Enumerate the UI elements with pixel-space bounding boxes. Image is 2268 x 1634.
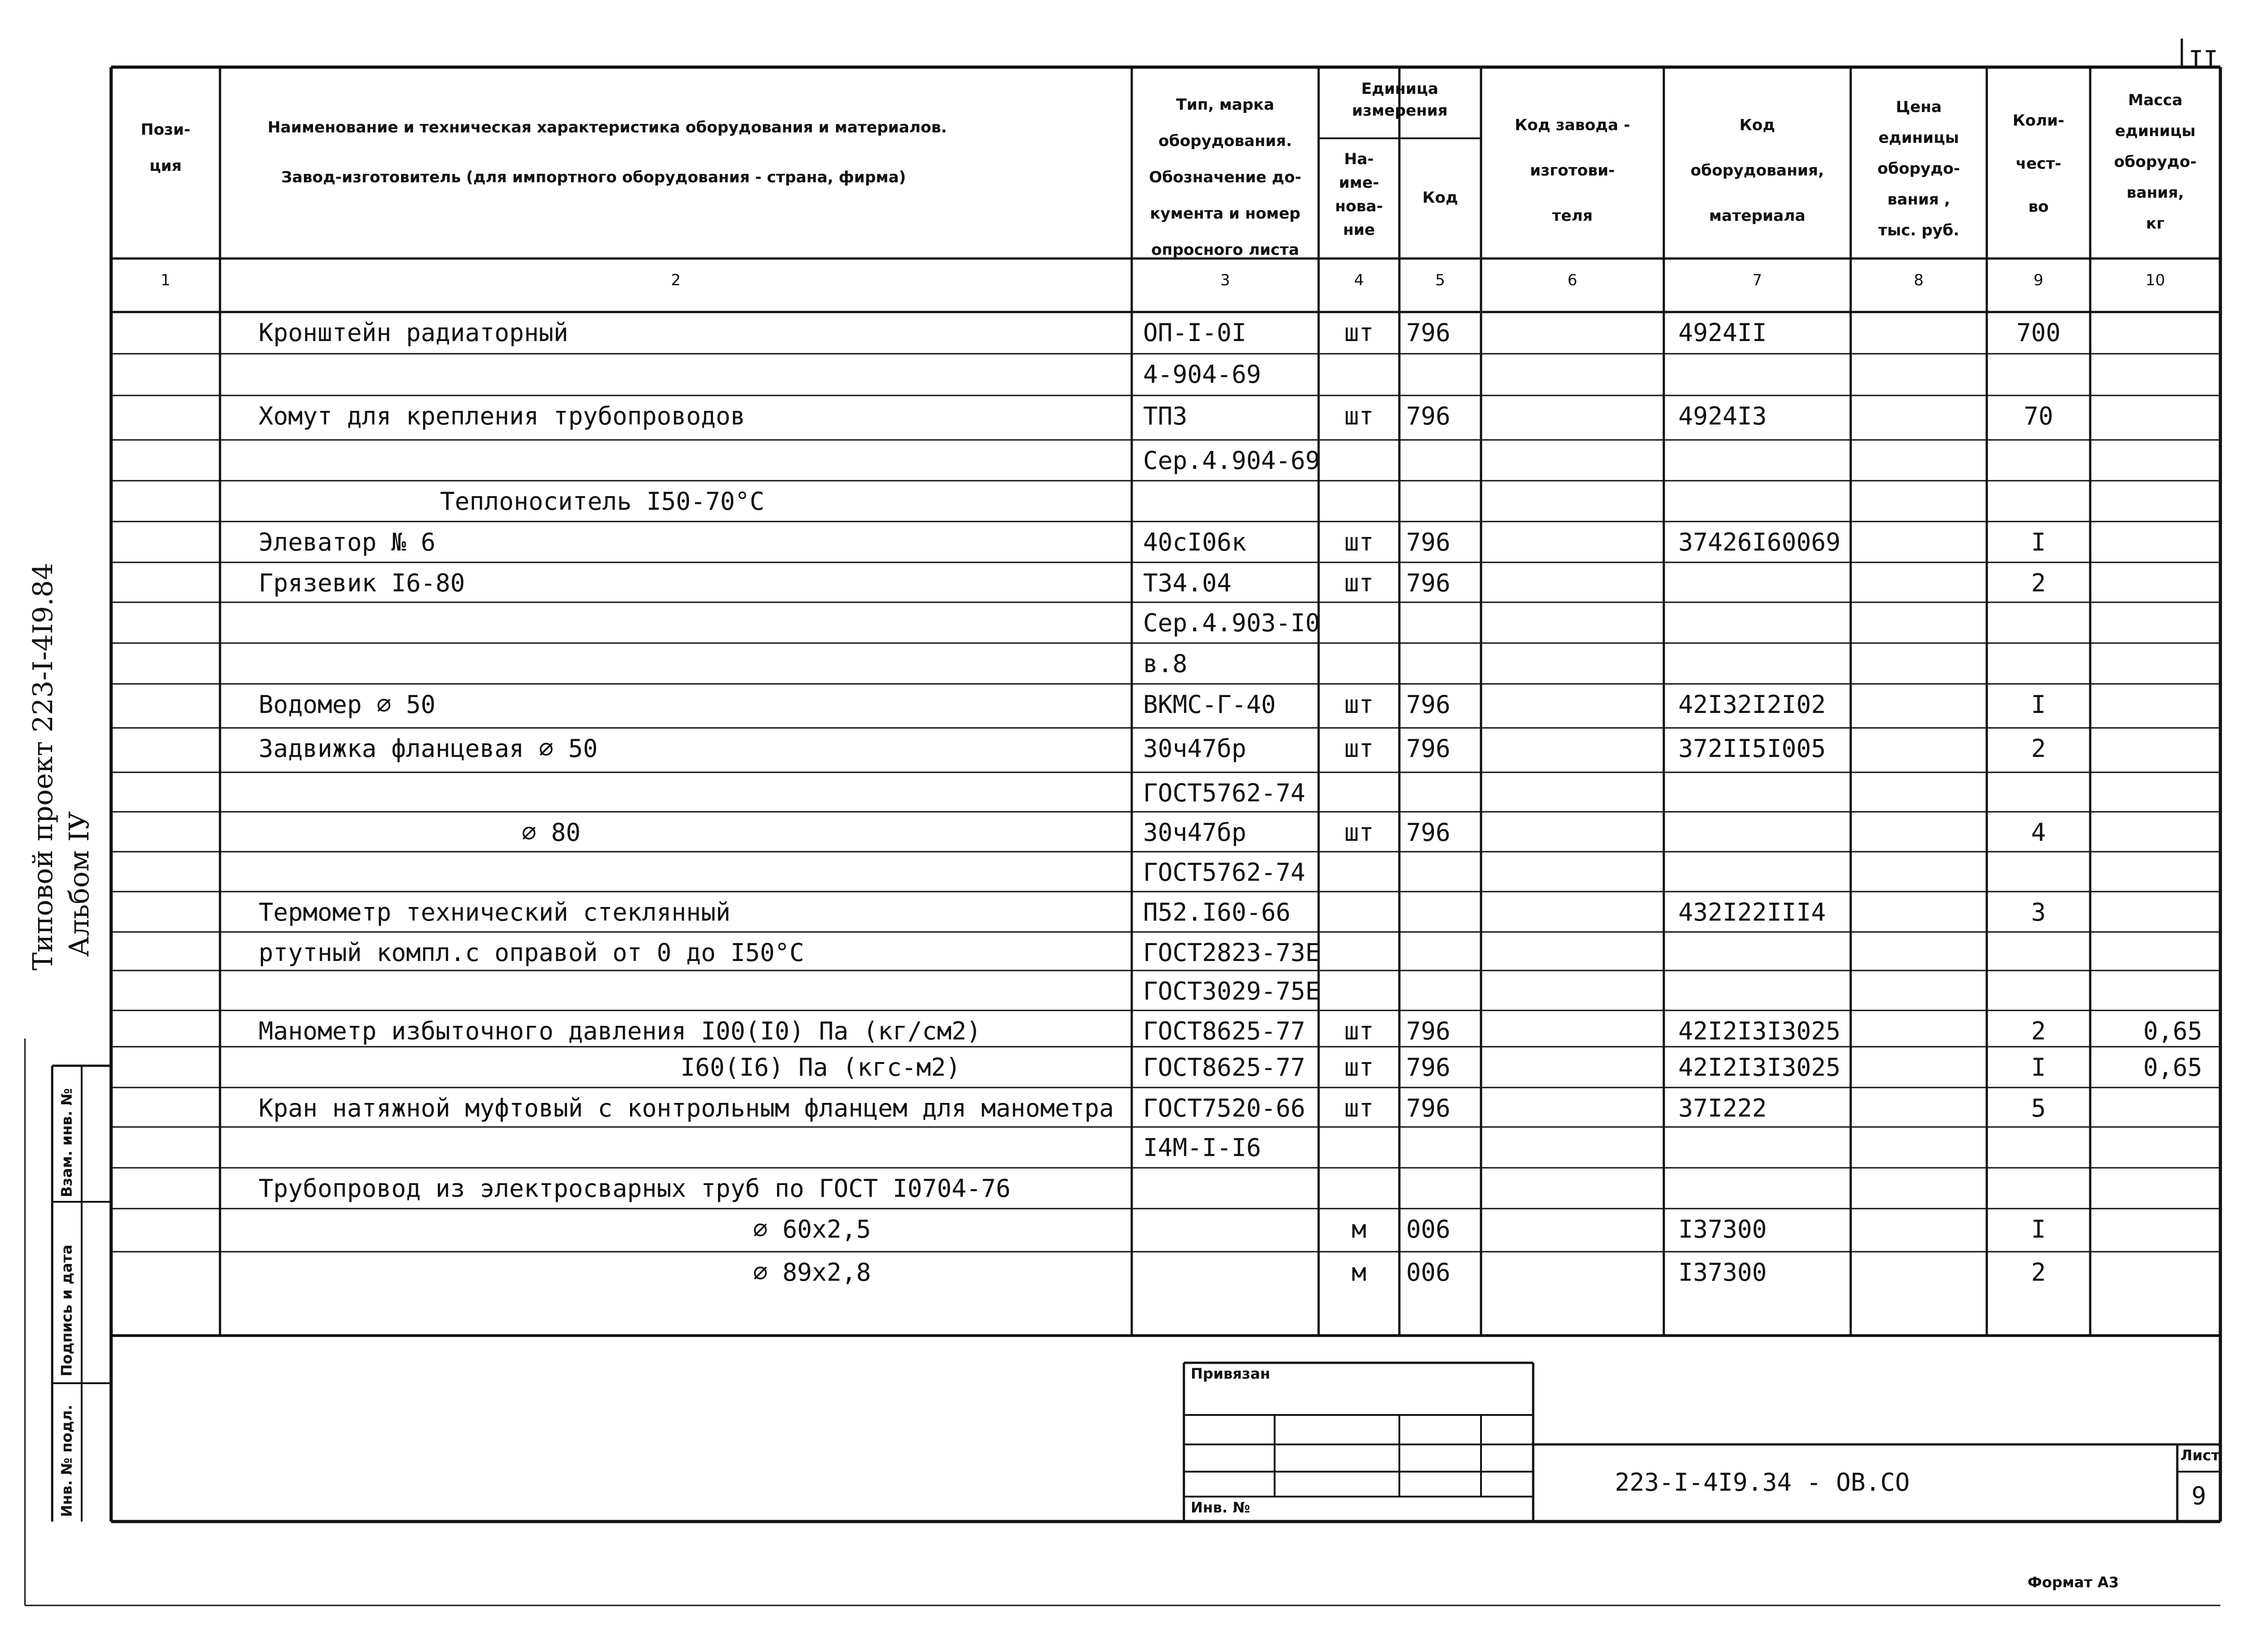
header-quantity: Коли- [2013, 112, 2064, 130]
header-mass: кг [2146, 215, 2165, 233]
item-unit: шт [1344, 690, 1374, 719]
item-quantity: 2 [2031, 569, 2046, 597]
item-material-code: 42I32I2I02 [1678, 690, 1826, 719]
item-material-code: 4924I3 [1678, 402, 1767, 430]
item-type: 30ч47бр [1143, 734, 1246, 763]
item-name: ртутный компл.с оправой от 0 до I50°С [259, 938, 804, 967]
item-unit-code: 796 [1406, 1017, 1451, 1045]
item-quantity: 2 [2031, 1258, 2046, 1287]
item-type: ОП-I-0I [1143, 318, 1246, 347]
item-type: ГОСТ2823-73Е [1143, 938, 1320, 967]
header-price: единицы [1878, 129, 1959, 147]
item-unit: шт [1344, 1094, 1374, 1122]
column-number: 8 [1914, 271, 1924, 289]
item-type: I4М-I-I6 [1143, 1133, 1261, 1162]
item-name: Грязевик I6-80 [259, 569, 465, 597]
item-name: Кран натяжной муфтовый с контрольным фланцем для манометра [259, 1094, 1114, 1122]
item-name: Хомут для крепления трубопроводов [259, 402, 745, 430]
item-quantity: 2 [2031, 1017, 2046, 1045]
column-number: 6 [1567, 271, 1578, 289]
item-quantity: 70 [2024, 402, 2053, 430]
item-name: Трубопровод из электросварных труб по ГОСТ I0704-76 [259, 1174, 1011, 1203]
item-unit-code: 006 [1406, 1215, 1451, 1244]
item-quantity: 3 [2031, 898, 2046, 927]
item-unit: шт [1344, 569, 1374, 597]
item-type: ГОСТ3029-75Е [1143, 977, 1320, 1005]
item-type: ГОСТ8625-77 [1143, 1053, 1305, 1082]
header-position: Пози- [141, 121, 191, 139]
item-material-code: 42I2I3I3025 [1678, 1053, 1841, 1082]
header-mass: оборудо- [2114, 153, 2197, 171]
sheet-label: Лист [2180, 1447, 2220, 1464]
header-price: тыс. руб. [1878, 221, 1960, 239]
item-unit-code: 796 [1406, 569, 1451, 597]
header-mass: вания, [2126, 184, 2184, 202]
column-number: 3 [1220, 271, 1230, 289]
header-factory-code: изготови- [1530, 161, 1615, 180]
inventory-label: Инв. № [1191, 1499, 1250, 1516]
item-material-code: I37300 [1678, 1258, 1767, 1287]
item-type: П52.I60-66 [1143, 898, 1291, 927]
item-type: Сер.4.904-69 [1143, 446, 1320, 475]
item-name: Водомер ∅ 50 [259, 690, 436, 719]
header-price: оборудо- [1877, 160, 1960, 178]
item-name: Элеватор № 6 [259, 528, 436, 556]
project-title: Типовой проект 223-I-4I9.84 [27, 562, 59, 971]
item-mass: 0,65 [2143, 1053, 2202, 1082]
item-quantity: I [2031, 528, 2046, 556]
item-unit: м [1351, 1215, 1367, 1244]
column-number: 4 [1354, 271, 1364, 289]
item-type: ГОСТ5762-74 [1143, 858, 1305, 887]
header-type: Обозначение до- [1149, 168, 1301, 186]
header-type: кумента и номер [1150, 205, 1300, 223]
album-title: Альбом IУ [64, 811, 95, 957]
column-number: 10 [2145, 271, 2165, 289]
document-code: 223-I-4I9.34 - ОВ.СО [1615, 1468, 1910, 1497]
item-unit: шт [1344, 528, 1374, 556]
item-unit: шт [1344, 1053, 1374, 1082]
header-price: Цена [1896, 98, 1942, 116]
stamp-label-original-inventory: Инв. № подл. [58, 1405, 75, 1517]
item-unit: шт [1344, 734, 1374, 763]
column-number: 9 [2033, 271, 2043, 289]
header-unit-name: име- [1339, 174, 1379, 192]
item-type: ГОСТ8625-77 [1143, 1017, 1305, 1045]
stamp-label-replaced-inventory: Взам. инв. № [58, 1088, 75, 1197]
item-unit-code: 796 [1406, 690, 1451, 719]
item-unit: м [1351, 1258, 1367, 1287]
item-unit: шт [1344, 818, 1374, 847]
item-material-code: I37300 [1678, 1215, 1767, 1244]
item-unit-code: 796 [1406, 818, 1451, 847]
item-type: 40сI06к [1143, 528, 1246, 556]
column-number: 5 [1435, 271, 1445, 289]
header-unit: измерения [1352, 102, 1448, 120]
item-material-code: 4924II [1678, 318, 1767, 347]
item-name: I60(I6) Па (кгс-м2) [680, 1053, 961, 1082]
item-material-code: 37426I60069 [1678, 528, 1841, 556]
item-material-code: 42I2I3I3025 [1678, 1017, 1841, 1045]
header-quantity: во [2028, 198, 2049, 216]
sheet-number: 9 [2191, 1482, 2206, 1510]
header-mass: Масса [2128, 91, 2183, 109]
corner-sheet-number: II [2189, 45, 2219, 74]
item-name: Задвижка фланцевая ∅ 50 [259, 734, 598, 763]
item-material-code: 37I222 [1678, 1094, 1767, 1122]
item-type: Т34.04 [1143, 569, 1232, 597]
header-unit-name: ние [1343, 221, 1375, 239]
item-unit-code: 796 [1406, 318, 1451, 347]
item-unit-code: 796 [1406, 528, 1451, 556]
item-unit: шт [1344, 402, 1374, 430]
header-unit-name: На- [1344, 150, 1374, 168]
item-mass: 0,65 [2143, 1017, 2202, 1045]
header-price: вания , [1887, 190, 1950, 209]
item-unit-code: 796 [1406, 734, 1451, 763]
column-number: 7 [1752, 271, 1762, 289]
header-name-line: Завод-изготовитель (для импортного оборудования - страна, фирма) [281, 168, 906, 186]
column-number: 2 [671, 271, 681, 289]
item-type: в.8 [1143, 649, 1188, 678]
header-material-code: материала [1709, 207, 1806, 225]
item-name: Кронштейн радиаторный [259, 318, 568, 347]
item-unit-code: 796 [1406, 1094, 1451, 1122]
header-unit-name: нова- [1335, 197, 1383, 215]
item-type: Сер.4.903-I0 [1143, 609, 1320, 637]
item-type: ГОСТ5762-74 [1143, 779, 1305, 807]
header-type: оборудования. [1158, 132, 1292, 150]
item-type: ТПЗ [1143, 402, 1188, 430]
format-label: Формат А3 [2028, 1574, 2119, 1591]
header-unit-code: Код [1422, 189, 1458, 207]
item-quantity: I [2031, 690, 2046, 719]
item-name: ∅ 80 [522, 818, 581, 847]
item-type: ВКМС-Г-40 [1143, 690, 1276, 719]
item-type: 4-904-69 [1143, 360, 1261, 389]
item-name: Термометр технический стеклянный [259, 898, 731, 927]
header-type: опросного листа [1151, 241, 1300, 259]
header-type: Тип, марка [1176, 96, 1275, 114]
header-factory-code: теля [1552, 207, 1593, 225]
item-unit-code: 796 [1406, 1053, 1451, 1082]
header-quantity: чест- [2015, 155, 2062, 173]
item-name: ∅ 89х2,8 [753, 1258, 871, 1287]
header-position: ция [149, 157, 182, 175]
item-material-code: 372II5I005 [1678, 734, 1826, 763]
item-quantity: I [2031, 1215, 2046, 1244]
header-name-line: Наименование и техническая характеристика оборудования и материалов. [268, 118, 947, 137]
header-mass: единицы [2115, 122, 2196, 140]
item-name: Теплоноситель I50-70°С [440, 487, 765, 516]
header-unit: Единица [1361, 80, 1438, 98]
header-factory-code: Код завода - [1515, 116, 1630, 134]
item-quantity: 4 [2031, 818, 2046, 847]
item-unit: шт [1344, 1017, 1374, 1045]
bound-label: Привязан [1191, 1365, 1271, 1382]
item-quantity: 5 [2031, 1094, 2046, 1122]
header-material-code: Код [1739, 116, 1775, 134]
item-name: Манометр избыточного давления I00(I0) Па (кг/см2) [259, 1017, 982, 1045]
item-unit-code: 006 [1406, 1258, 1451, 1287]
item-type: 30ч47бр [1143, 818, 1246, 847]
header-material-code: оборудования, [1690, 161, 1824, 180]
item-quantity: 700 [2016, 318, 2061, 347]
item-material-code: 432I22III4 [1678, 898, 1826, 927]
item-type: ГОСТ7520-66 [1143, 1094, 1305, 1122]
item-unit-code: 796 [1406, 402, 1451, 430]
item-name: ∅ 60х2,5 [753, 1215, 871, 1244]
stamp-label-signature-date: Подпись и дата [58, 1244, 75, 1376]
item-quantity: 2 [2031, 734, 2046, 763]
item-quantity: I [2031, 1053, 2046, 1082]
column-number: 1 [161, 271, 171, 289]
item-unit: шт [1344, 318, 1374, 347]
